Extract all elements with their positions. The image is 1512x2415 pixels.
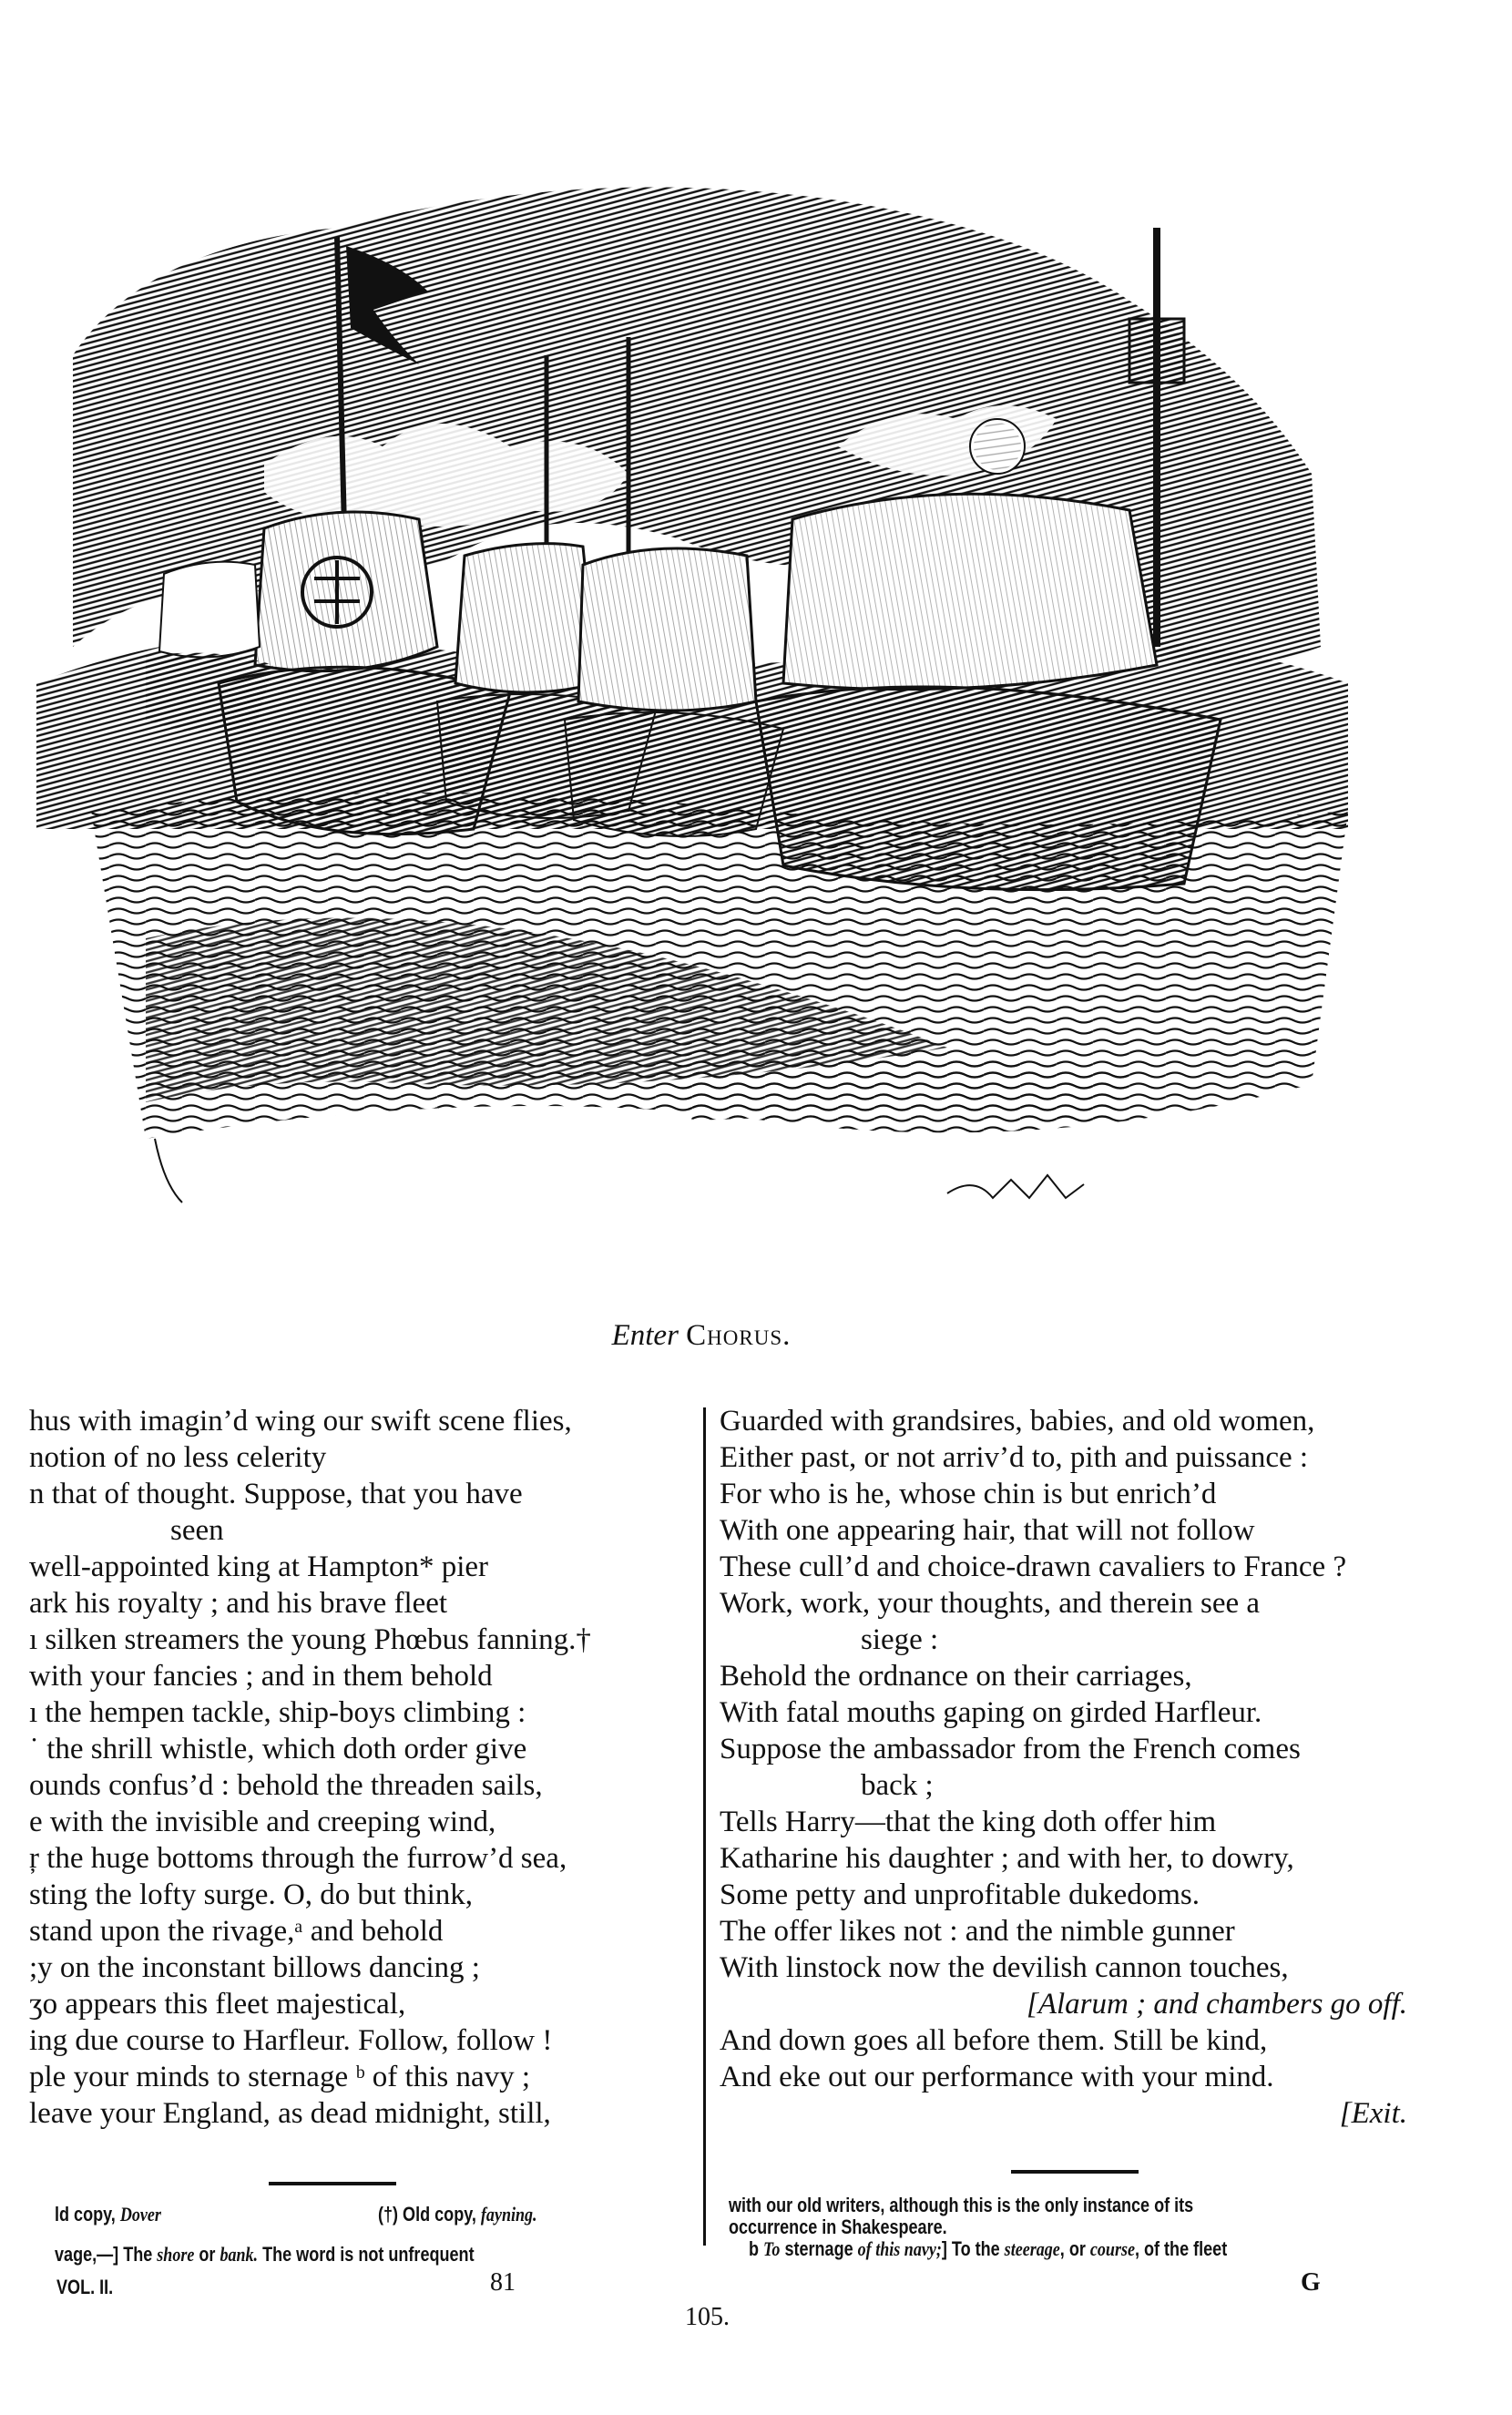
- verse-line: Guarded with grandsires, babies, and old women,: [720, 1405, 1315, 1438]
- footnote-continuation-2: occurrence in Shakespeare.: [729, 2215, 947, 2238]
- verse-line: The offer likes not : and the nimble gunner: [720, 1915, 1235, 1948]
- verse-line: [29, 1476, 680, 1512]
- verse-line: e with the invisible and creeping wind,: [29, 1806, 496, 1838]
- footnote-text: or: [194, 2243, 220, 2266]
- verse-line: Behold the ordnance on their carriages,: [720, 1660, 1192, 1693]
- verse-line-continuation: seen: [170, 1514, 224, 1547]
- verse-line: And down goes all before them. Still be kind,: [720, 2024, 1268, 2057]
- verse-line: ark his royalty ; and his brave fleet: [29, 1587, 448, 1620]
- right-verse-column: [720, 1403, 1407, 2132]
- verse-line: ;y on the inconstant billows dancing ;: [29, 1951, 480, 1984]
- volume-label: VOL. II.: [56, 2276, 114, 2298]
- stage-direction-alarum: [Alarum ; and chambers go off.: [1027, 1988, 1407, 2021]
- verse-line-text: n that of thought. Suppose, that you have: [29, 1478, 523, 1510]
- verse-line-continuation: back ;: [861, 1769, 934, 1802]
- footnote-rule-left: [269, 2182, 396, 2185]
- footnote-a-copy: [55, 2203, 161, 2226]
- verse-line: ı silken streamers the young Phœbus fanning.†: [29, 1623, 591, 1656]
- verse-line: ple your minds to sternage ᵇ of this navy ;: [29, 2061, 531, 2093]
- ship-fleet-engraving: [36, 173, 1348, 1266]
- verse-line: ı the hempen tackle, ship-boys climbing :: [29, 1696, 526, 1729]
- signature-number: 81: [490, 2268, 516, 2297]
- footnote-text: ] To the: [941, 2237, 1005, 2260]
- verse-line: stand upon the rivage,ᵃ and behold: [29, 1915, 444, 1948]
- verse-line: notion of no less celerity: [29, 1441, 327, 1474]
- footnote-text: , or: [1059, 2237, 1090, 2260]
- verse-line: Tells Harry—that the king doth offer him: [720, 1806, 1217, 1838]
- verse-line: Either past, or not arriv’d to, pith and puissance :: [720, 1441, 1309, 1474]
- footnote-text: vage,—] The: [55, 2243, 158, 2266]
- left-verse-column: [29, 1403, 680, 2132]
- footnote-text: ld copy,: [55, 2203, 120, 2226]
- verse-line: And eke out our performance with your mind.: [720, 2061, 1274, 2093]
- verse-line: ˙ the shrill whistle, which doth order give: [29, 1733, 527, 1765]
- verse-line: sting the lofty surge. O, do but think,: [29, 1878, 474, 1911]
- footnote-b: [749, 2237, 1227, 2261]
- footnote-italic: bank.: [220, 2243, 259, 2266]
- enter-label: Enter: [611, 1319, 679, 1352]
- stage-direction-exit: [Exit.: [1339, 2097, 1407, 2130]
- distant-ship: [146, 562, 273, 732]
- chorus-label: Chorus.: [686, 1319, 792, 1352]
- footnote-marker: b: [749, 2237, 764, 2260]
- verse-line: ing due course to Harfleur. Follow, follow !: [29, 2024, 553, 2057]
- page-number: 105.: [685, 2303, 730, 2331]
- footnote-rule-right: [1011, 2170, 1139, 2174]
- verse-line: For who is he, whose chin is but enrich’d: [720, 1478, 1217, 1510]
- footnote-dagger: [378, 2203, 537, 2226]
- verse-line: Some petty and unprofitable dukedoms.: [720, 1878, 1200, 1911]
- footnote-text: , of the fleet: [1134, 2237, 1228, 2260]
- stage-direction-heading: [0, 1319, 1403, 1353]
- artist-signature: [947, 1175, 1084, 1198]
- footnote-text: (†) Old copy,: [378, 2203, 481, 2226]
- verse-line: These cull’d and choice-drawn cavaliers to France ?: [720, 1550, 1347, 1583]
- verse-line: With linstock now the devilish cannon touches,: [720, 1951, 1289, 1984]
- footnote-italic: of this navy;: [857, 2237, 942, 2260]
- verse-line: with your fancies ; and in them behold: [29, 1660, 493, 1693]
- footnote-italic: To: [763, 2237, 781, 2260]
- footnote-italic: course: [1089, 2237, 1135, 2260]
- verse-line: Work, work, your thoughts, and therein see a: [720, 1587, 1261, 1620]
- verse-line: With one appearing hair, that will not follow: [720, 1514, 1255, 1547]
- verse-line: leave your England, as dead midnight, still,: [29, 2097, 551, 2130]
- footnote-italic: Dover: [119, 2203, 161, 2226]
- footnote-italic: fayning.: [480, 2203, 537, 2226]
- footnote-italic: steerage: [1004, 2237, 1060, 2260]
- footnote-text: sternage: [780, 2237, 858, 2260]
- verse-line: well-appointed king at Hampton* pier: [29, 1550, 489, 1583]
- footnote-text: The word is not unfrequent: [258, 2243, 475, 2266]
- footnote-continuation: with our old writers, although this is the only instance of its: [729, 2194, 1194, 2216]
- footnote-rivage: [55, 2243, 475, 2267]
- footnote-italic: shore: [157, 2243, 195, 2266]
- verse-line-continuation: siege :: [861, 1623, 939, 1656]
- column-divider: [703, 1407, 706, 2246]
- verse-line: Katharine his daughter ; and with her, to dowry,: [720, 1842, 1294, 1875]
- verse-line: ʒo appears this fleet majestical,: [29, 1988, 406, 2021]
- verse-line: hus with imagin’d wing our swift scene flies,: [29, 1405, 572, 1438]
- signature-letter: G: [1301, 2268, 1321, 2297]
- verse-line: With fatal mouths gaping on girded Harfleur.: [720, 1696, 1262, 1729]
- verse-line: ŗ the huge bottoms through the furrow’d sea,: [29, 1842, 567, 1875]
- verse-line: Suppose the ambassador from the French comes: [720, 1733, 1301, 1765]
- verse-line: ounds confus’d : behold the threaden sails,: [29, 1769, 543, 1802]
